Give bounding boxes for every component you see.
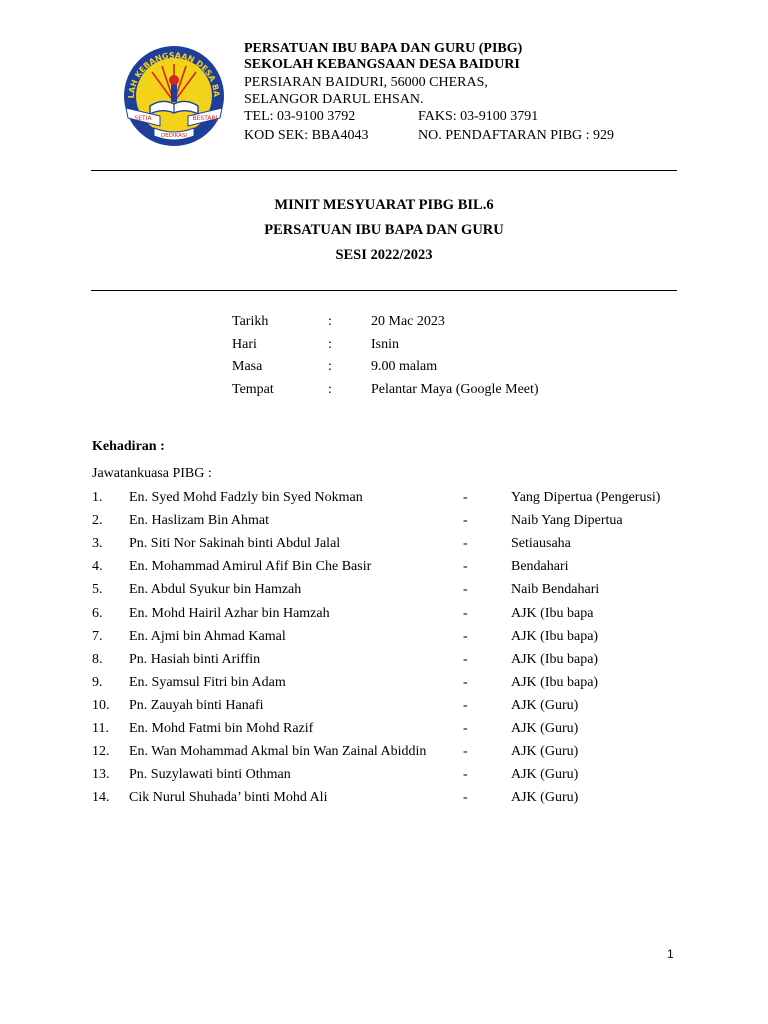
member-number: 4.	[92, 559, 103, 574]
fax-number: FAKS: 03-9100 3791	[418, 109, 539, 124]
table-row	[0, 767, 768, 787]
separator-dash: -	[463, 513, 468, 528]
separator-dash: -	[463, 582, 468, 597]
meeting-separator: :	[328, 359, 332, 374]
separator-dash: -	[463, 536, 468, 551]
org-name: PERSATUAN IBU BAPA DAN GURU (PIBG)	[244, 41, 523, 56]
member-role: Setiausaha	[511, 536, 571, 551]
member-name: En. Syed Mohd Fadzly bin Syed Nokman	[129, 490, 363, 505]
table-row	[0, 606, 768, 626]
member-role: AJK (Ibu bapa	[511, 606, 594, 621]
separator-dash: -	[463, 790, 468, 805]
member-name: En. Wan Mohammad Akmal bin Wan Zainal Abiddin	[129, 744, 427, 759]
separator-dash: -	[463, 767, 468, 782]
member-role: Naib Yang Dipertua	[511, 513, 623, 528]
member-number: 8.	[92, 652, 103, 667]
crest-icon	[120, 42, 228, 150]
table-row	[0, 652, 768, 672]
table-row	[0, 559, 768, 579]
member-role: AJK (Guru)	[511, 698, 579, 713]
member-name: En. Syamsul Fitri bin Adam	[129, 675, 286, 690]
member-name: En. Mohd Hairil Azhar bin Hamzah	[129, 606, 330, 621]
member-role: AJK (Guru)	[511, 744, 579, 759]
meeting-venue: Pelantar Maya (Google Meet)	[371, 382, 539, 397]
member-number: 2.	[92, 513, 103, 528]
separator-dash: -	[463, 721, 468, 736]
separator-dash: -	[463, 629, 468, 644]
member-number: 14.	[92, 790, 110, 805]
member-number: 13.	[92, 767, 110, 782]
member-number: 9.	[92, 675, 103, 690]
school-crest-logo	[120, 42, 228, 150]
meeting-separator: :	[328, 314, 332, 329]
meeting-label: Hari	[232, 337, 257, 352]
member-number: 10.	[92, 698, 110, 713]
member-name: En. Mohammad Amirul Afif Bin Che Basir	[129, 559, 372, 574]
member-name: Pn. Siti Nor Sakinah binti Abdul Jalal	[129, 536, 341, 551]
member-role: AJK (Ibu bapa)	[511, 652, 599, 667]
address-line-1: PERSIARAN BAIDURI, 56000 CHERAS,	[244, 75, 488, 90]
address-line-2: SELANGOR DARUL EHSAN.	[244, 92, 424, 107]
member-role: AJK (Ibu bapa)	[511, 675, 599, 690]
ribbon-right-text: BESTARI	[192, 115, 218, 122]
school-code: KOD SEK: BBA4043	[244, 128, 369, 143]
member-name: Pn. Hasiah binti Ariffin	[129, 652, 261, 667]
meeting-date: 20 Mac 2023	[371, 314, 445, 329]
member-number: 1.	[92, 490, 103, 505]
member-number: 5.	[92, 582, 103, 597]
member-name: Pn. Suzylawati binti Othman	[129, 767, 291, 782]
registration-number: NO. PENDAFTARAN PIBG : 929	[418, 128, 615, 143]
document-subtitle: PERSATUAN IBU BAPA DAN GURU	[264, 222, 504, 238]
separator-dash: -	[463, 744, 468, 759]
school-name: SEKOLAH KEBANGSAAN DESA BAIDURI	[244, 57, 520, 72]
title-divider	[91, 290, 677, 291]
meeting-label: Masa	[232, 359, 263, 374]
member-number: 11.	[92, 721, 109, 736]
table-row	[0, 582, 768, 602]
member-role: AJK (Guru)	[511, 767, 579, 782]
separator-dash: -	[463, 606, 468, 621]
tel-number: TEL: 03-9100 3792	[244, 109, 356, 124]
separator-dash: -	[463, 490, 468, 505]
member-role: Yang Dipertua (Pengerusi)	[511, 490, 661, 505]
member-role: AJK (Guru)	[511, 790, 579, 805]
page-number: 1	[667, 947, 674, 961]
separator-dash: -	[463, 652, 468, 667]
ribbon-left-text: SETIA	[134, 115, 152, 122]
meeting-separator: :	[328, 382, 332, 397]
member-name: Pn. Zauyah binti Hanafi	[129, 698, 264, 713]
table-row	[0, 744, 768, 764]
member-number: 3.	[92, 536, 103, 551]
crest-arc-text: LAH KEBANGSAAN DESA BA	[126, 50, 222, 99]
member-number: 7.	[92, 629, 103, 644]
member-role: Bendahari	[511, 559, 569, 574]
member-name: Cik Nurul Shuhada’ binti Mohd Ali	[129, 790, 328, 805]
committee-subheading: Jawatankuasa PIBG :	[92, 466, 212, 481]
member-name: En. Abdul Syukur bin Hamzah	[129, 582, 302, 597]
session-label: SESI 2022/2023	[335, 247, 433, 263]
meeting-separator: :	[328, 337, 332, 352]
member-role: AJK (Guru)	[511, 721, 579, 736]
table-row	[0, 698, 768, 718]
meeting-time: 9.00 malam	[371, 359, 438, 374]
separator-dash: -	[463, 675, 468, 690]
table-row	[0, 675, 768, 695]
table-row	[0, 629, 768, 649]
table-row	[0, 513, 768, 533]
ribbon-bottom-text: DEDIKASI	[161, 133, 187, 139]
member-name: En. Mohd Fatmi bin Mohd Razif	[129, 721, 314, 736]
meeting-label: Tempat	[232, 382, 274, 397]
table-row	[0, 790, 768, 810]
member-role: Naib Bendahari	[511, 582, 600, 597]
document-title: MINIT MESYUARAT PIBG BIL.6	[274, 197, 494, 213]
attendance-heading: Kehadiran :	[92, 439, 165, 454]
member-name: En. Haslizam Bin Ahmat	[129, 513, 269, 528]
meeting-day: Isnin	[371, 337, 399, 352]
member-number: 6.	[92, 606, 103, 621]
table-row	[0, 490, 768, 510]
separator-dash: -	[463, 698, 468, 713]
member-role: AJK (Ibu bapa)	[511, 629, 599, 644]
member-number: 12.	[92, 744, 110, 759]
meeting-label: Tarikh	[232, 314, 269, 329]
table-row	[0, 721, 768, 741]
member-name: En. Ajmi bin Ahmad Kamal	[129, 629, 286, 644]
header-divider	[91, 170, 677, 171]
separator-dash: -	[463, 559, 468, 574]
table-row	[0, 536, 768, 556]
